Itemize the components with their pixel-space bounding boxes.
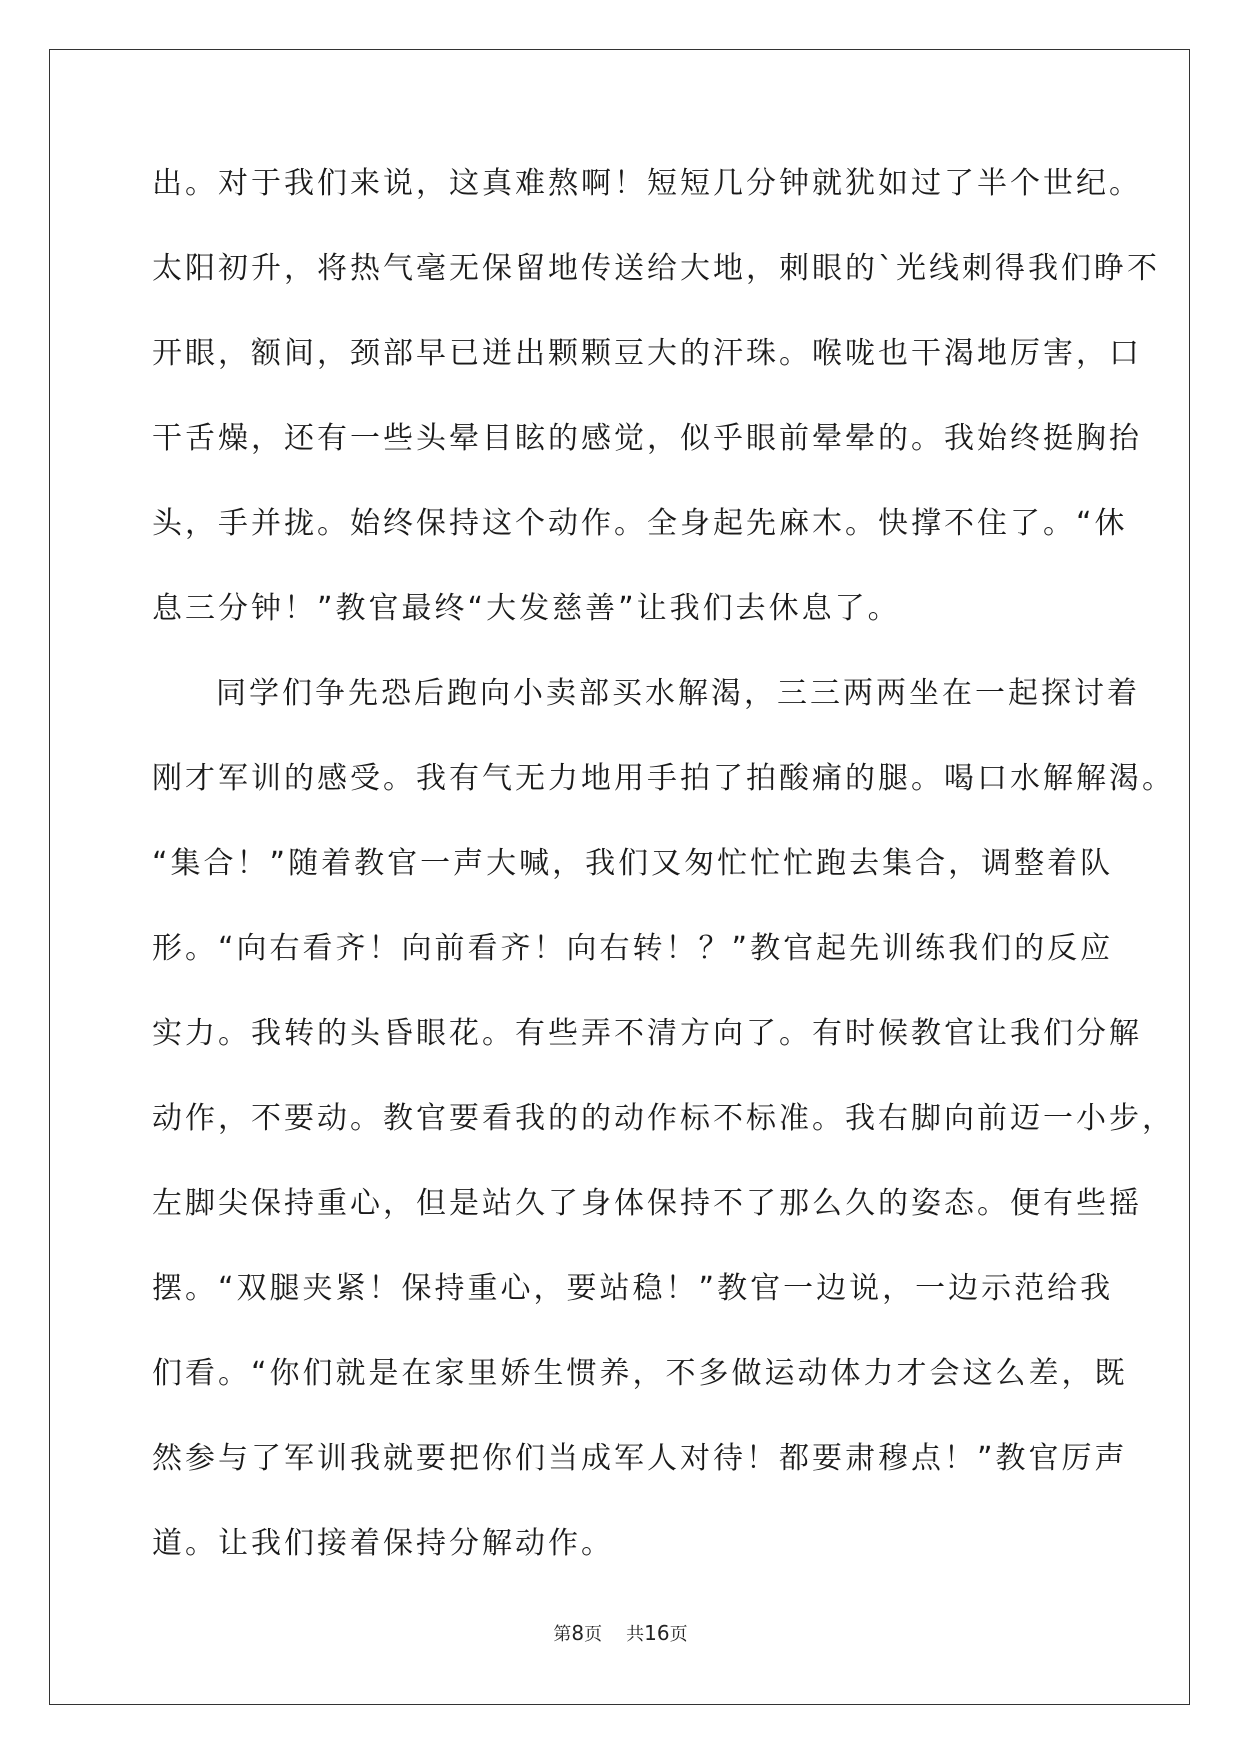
page-number: 8 (571, 1621, 585, 1645)
paragraph-1 (152, 160, 1160, 670)
page-suffix: 页 (584, 1624, 603, 1645)
text-line: 太阳初升，将热气毫无保留地传送给大地，刺眼的`光线刺得我们睁不 (152, 251, 1160, 286)
text-line: 摆。“双腿夹紧！保持重心，要站稳！”教官一边说，一边示范给我 (152, 1271, 1114, 1306)
text-line: 们看。“你们就是在家里娇生惯养，不多做运动体力才会这么差，既 (152, 1356, 1128, 1391)
page-prefix: 第 (553, 1624, 572, 1645)
text-line: 形。“向右看齐！向前看齐！向右转！？”教官起先训练我们的反应 (152, 931, 1114, 966)
text-line: 动作，不要动。教官要看我的的动作标不标准。我右脚向前迈一小步， (152, 1101, 1175, 1136)
text-line: 左脚尖保持重心，但是站久了身体保持不了那么久的姿态。便有些摇 (152, 1186, 1142, 1221)
text-line: 然参与了军训我就要把你们当成军人对待！都要肃穆点！”教官厉声 (152, 1441, 1128, 1476)
text-line: “集合！”随着教官一声大喊，我们又匆忙忙忙跑去集合，调整着队 (152, 846, 1114, 881)
text-line: 实力。我转的头昏眼花。有些弄不清方向了。有时候教官让我们分解 (152, 1016, 1142, 1051)
text-line: 息三分钟！”教官最终“大发慈善”让我们去休息了。 (152, 591, 901, 626)
text-line: 道。让我们接着保持分解动作。 (152, 1526, 614, 1561)
text-line: 出。对于我们来说，这真难熬啊！短短几分钟就犹如过了半个世纪。 (152, 166, 1142, 201)
document-body (152, 160, 1175, 1605)
text-line: 开眼，额间，颈部早已迸出颗颗豆大的汗珠。喉咙也干渴地厉害，口 (152, 336, 1142, 371)
total-suffix: 页 (669, 1624, 688, 1645)
text-line: 干舌燥，还有一些头晕目眩的感觉，似乎眼前晕晕的。我始终挺胸抬 (152, 421, 1142, 456)
page-footer (0, 1620, 1241, 1646)
text-line: 同学们争先恐后跑向小卖部买水解渴，三三两两坐在一起探讨着 (216, 676, 1140, 711)
total-prefix: 共 (626, 1624, 645, 1645)
text-line: 刚才军训的感受。我有气无力地用手拍了拍酸痛的腿。喝口水解解渴。 (152, 761, 1175, 796)
paragraph-2 (152, 670, 1175, 1605)
total-pages: 16 (644, 1621, 670, 1645)
text-line: 头，手并拢。始终保持这个动作。全身起先麻木。快撑不住了。“休 (152, 506, 1128, 541)
